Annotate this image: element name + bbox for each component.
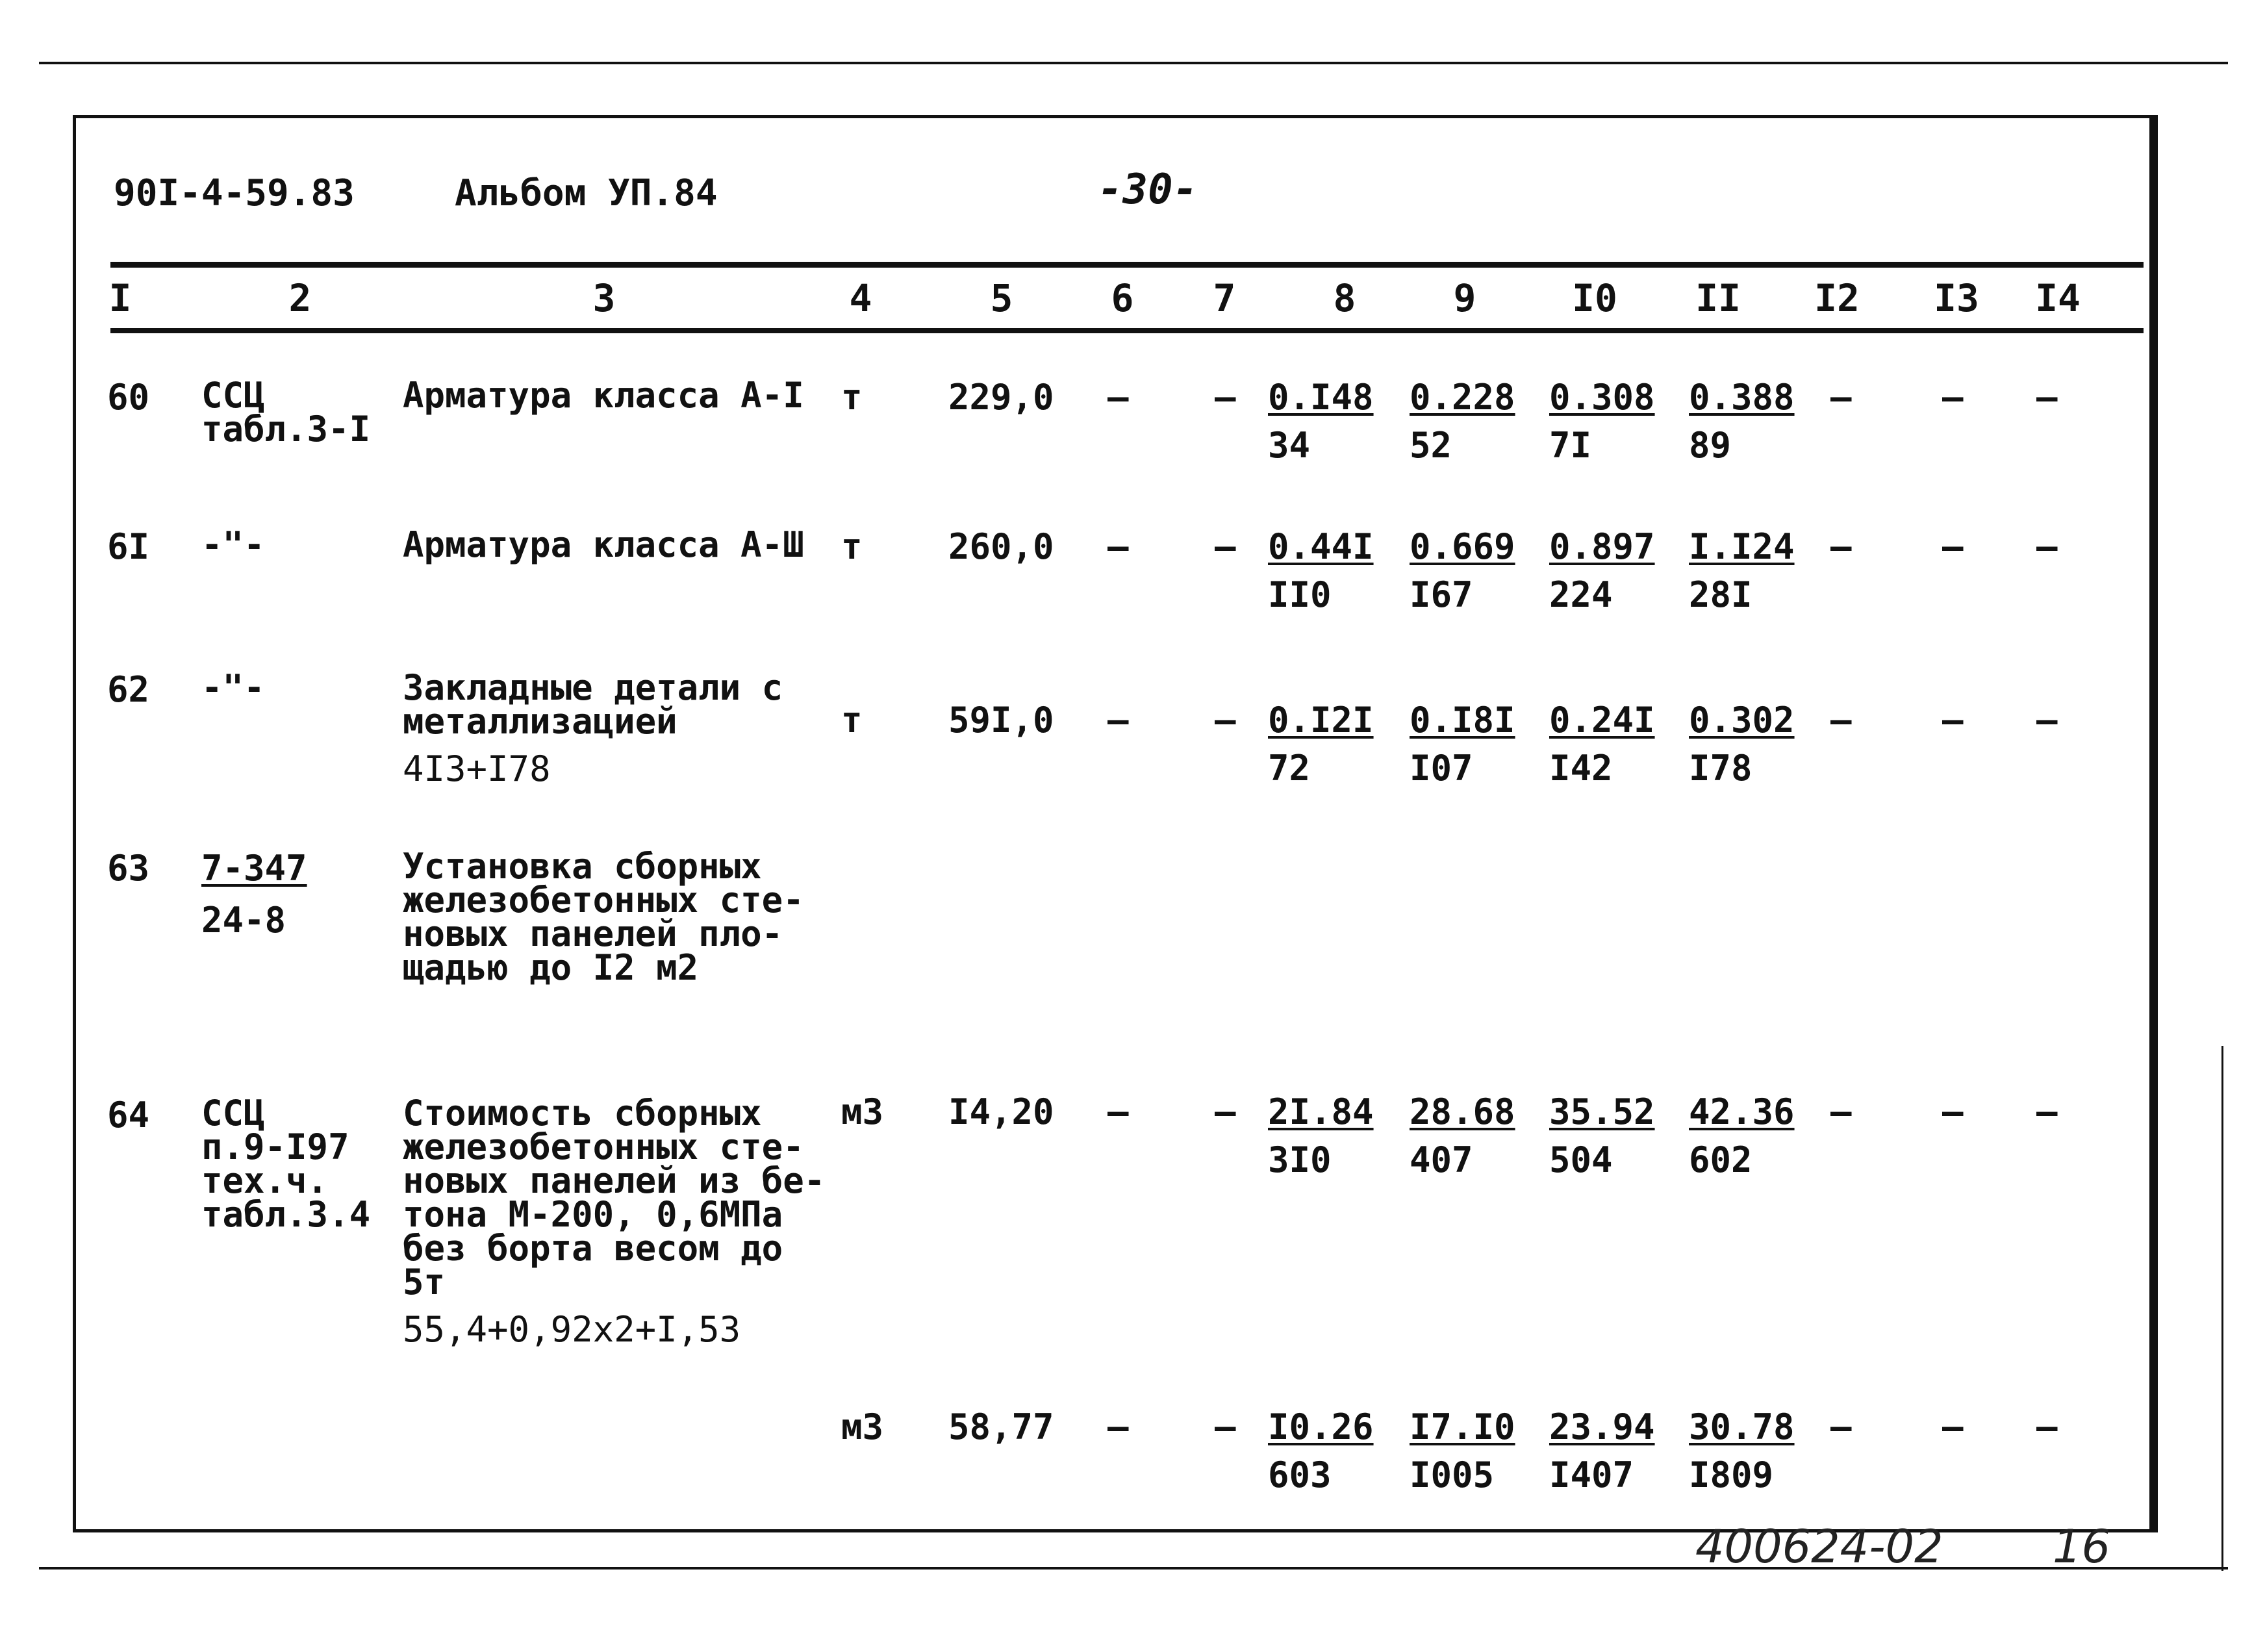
column-number: I0	[1572, 276, 1617, 320]
page-number: -30-	[1098, 166, 1198, 214]
value-fraction	[1268, 700, 1374, 789]
column-number: 2	[288, 276, 312, 320]
value-numerator: 0.669	[1410, 526, 1515, 567]
col6-dash: –	[1107, 526, 1129, 567]
value-fraction	[1410, 700, 1515, 789]
column-number: I	[108, 276, 132, 320]
value-denominator: 7I	[1549, 425, 1592, 466]
value-fraction	[1410, 1091, 1515, 1180]
handwritten-doc-number: 400624-02	[1695, 1520, 1943, 1573]
value-fraction	[1549, 526, 1655, 615]
quantity-formula: 4I3+I78	[403, 748, 551, 789]
doc-code: 90I-4-59.83	[114, 172, 355, 214]
value-denominator: 603	[1268, 1455, 1332, 1495]
header-rule-top	[110, 262, 2144, 268]
value-fraction	[1549, 1406, 1655, 1495]
value-denominator: 52	[1410, 425, 1452, 466]
value-denominator: I005	[1410, 1455, 1495, 1495]
col7-dash: –	[1215, 1091, 1236, 1132]
value-numerator: 0.I48	[1268, 377, 1374, 418]
value-numerator: 0.24I	[1549, 700, 1655, 741]
value-fraction	[1410, 377, 1515, 466]
norm-reference: ССЦ табл.3-I	[201, 375, 371, 450]
norm-reference-top: 7-347	[201, 848, 307, 889]
value-fraction	[1268, 1406, 1374, 1495]
right-corner-vertical	[2221, 1046, 2223, 1571]
value-numerator: 30.78	[1689, 1406, 1795, 1447]
col12-dash: –	[1830, 700, 1852, 741]
norm-reference: ССЦ п.9-I97 тех.ч. табл.3.4	[201, 1093, 371, 1235]
value-fraction	[1549, 700, 1655, 789]
value-fraction	[1689, 526, 1795, 615]
col6-dash: –	[1107, 700, 1129, 741]
col6-dash: –	[1107, 1091, 1129, 1132]
column-number: I4	[2035, 276, 2081, 320]
col12-dash: –	[1830, 526, 1852, 567]
column-number: II	[1695, 276, 1741, 320]
col13-dash: –	[1942, 1406, 1964, 1447]
value-fraction	[1689, 1406, 1795, 1495]
header-rule-bottom	[110, 328, 2144, 333]
column-number: 3	[592, 276, 616, 320]
column-number: 9	[1453, 276, 1476, 320]
item-name: Закладные детали с металлизацией	[403, 667, 783, 742]
value-denominator: 89	[1689, 425, 1732, 466]
unit: т	[841, 700, 863, 741]
col12-dash: –	[1830, 1406, 1852, 1447]
norm-reference: -"-	[201, 524, 265, 565]
value-numerator: 0.308	[1549, 377, 1655, 418]
value-numerator: I0.26	[1268, 1406, 1374, 1447]
col14-dash: –	[2036, 1406, 2058, 1447]
value-denominator: 72	[1268, 748, 1311, 789]
column-number: 5	[990, 276, 1013, 320]
item-name: Арматура класса А-Ш	[403, 524, 804, 565]
row-number: 6I	[107, 526, 150, 567]
value-denominator: I67	[1410, 574, 1473, 615]
value-denominator: 602	[1689, 1139, 1753, 1180]
value-numerator: 0.I2I	[1268, 700, 1374, 741]
value-fraction	[1549, 377, 1655, 466]
album-label: Альбом УП.84	[455, 172, 718, 214]
handwritten-sheet-number: 16	[2053, 1520, 2111, 1573]
unit: м3	[841, 1406, 884, 1447]
value-denominator: I407	[1549, 1455, 1634, 1495]
unit-price: 58,77	[948, 1406, 1054, 1447]
value-numerator: 0.897	[1549, 526, 1655, 567]
unit-price: 229,0	[948, 377, 1054, 418]
col14-dash: –	[2036, 377, 2058, 418]
unit-price: 260,0	[948, 526, 1054, 567]
value-denominator: II0	[1268, 574, 1332, 615]
col13-dash: –	[1942, 1091, 1964, 1132]
quantity-formula: 55,4+0,92х2+I,53	[403, 1309, 741, 1350]
col14-dash: –	[2036, 700, 2058, 741]
value-denominator: 28I	[1689, 574, 1753, 615]
value-fraction	[1689, 700, 1795, 789]
col7-dash: –	[1215, 700, 1236, 741]
norm-reference-bottom: 24-8	[201, 900, 286, 941]
value-denominator: I42	[1549, 748, 1613, 789]
column-number: 6	[1111, 276, 1134, 320]
value-denominator: 3I0	[1268, 1139, 1332, 1180]
value-denominator: I07	[1410, 748, 1473, 789]
unit: т	[841, 377, 863, 418]
value-numerator: 23.94	[1549, 1406, 1655, 1447]
value-fraction	[1689, 1091, 1795, 1180]
value-denominator: 224	[1549, 574, 1613, 615]
col12-dash: –	[1830, 1091, 1852, 1132]
value-numerator: 0.302	[1689, 700, 1795, 741]
value-denominator: 407	[1410, 1139, 1473, 1180]
value-numerator: I7.I0	[1410, 1406, 1515, 1447]
col6-dash: –	[1107, 1406, 1129, 1447]
col7-dash: –	[1215, 377, 1236, 418]
row-number: 64	[107, 1095, 150, 1136]
value-numerator: 28.68	[1410, 1091, 1515, 1132]
col13-dash: –	[1942, 526, 1964, 567]
value-denominator: I809	[1689, 1455, 1774, 1495]
value-denominator: I78	[1689, 748, 1753, 789]
col7-dash: –	[1215, 526, 1236, 567]
row-number: 63	[107, 848, 150, 889]
item-name: Стоимость сборных железобетонных сте- новых панелей из бе- тона М-200, 0,6МПа без борта весом до 5т	[403, 1093, 826, 1303]
value-fraction	[1689, 377, 1795, 466]
value-fraction	[1549, 1091, 1655, 1180]
value-fraction	[1410, 526, 1515, 615]
column-number: 4	[849, 276, 872, 320]
unit: м3	[841, 1091, 884, 1132]
value-numerator: 0.388	[1689, 377, 1795, 418]
col14-dash: –	[2036, 1091, 2058, 1132]
top-page-rule	[39, 62, 2228, 64]
column-number: I2	[1814, 276, 1860, 320]
value-denominator: 34	[1268, 425, 1311, 466]
row-number: 62	[107, 669, 150, 710]
value-fraction	[1268, 377, 1374, 466]
item-name: Арматура класса А-I	[403, 375, 804, 416]
row-number: 60	[107, 377, 150, 418]
col6-dash: –	[1107, 377, 1129, 418]
unit-price: I4,20	[948, 1091, 1054, 1132]
value-numerator: 0.I8I	[1410, 700, 1515, 741]
norm-reference: -"-	[201, 667, 265, 708]
column-number: I3	[1934, 276, 1979, 320]
col14-dash: –	[2036, 526, 2058, 567]
column-number: 7	[1213, 276, 1236, 320]
column-number: 8	[1333, 276, 1356, 320]
value-denominator: 504	[1549, 1139, 1613, 1180]
value-numerator: 42.36	[1689, 1091, 1795, 1132]
value-numerator: 0.44I	[1268, 526, 1374, 567]
value-numerator: I.I24	[1689, 526, 1795, 567]
col13-dash: –	[1942, 700, 1964, 741]
value-fraction	[1268, 526, 1374, 615]
col13-dash: –	[1942, 377, 1964, 418]
unit: т	[841, 526, 863, 567]
value-numerator: 35.52	[1549, 1091, 1655, 1132]
col12-dash: –	[1830, 377, 1852, 418]
value-numerator: 0.228	[1410, 377, 1515, 418]
item-name: Установка сборных железобетонных сте- новых панелей пло- щадью до I2 м2	[403, 846, 804, 988]
value-fraction	[1268, 1091, 1374, 1180]
col7-dash: –	[1215, 1406, 1236, 1447]
value-fraction	[1410, 1406, 1515, 1495]
value-numerator: 2I.84	[1268, 1091, 1374, 1132]
unit-price: 59I,0	[948, 700, 1054, 741]
